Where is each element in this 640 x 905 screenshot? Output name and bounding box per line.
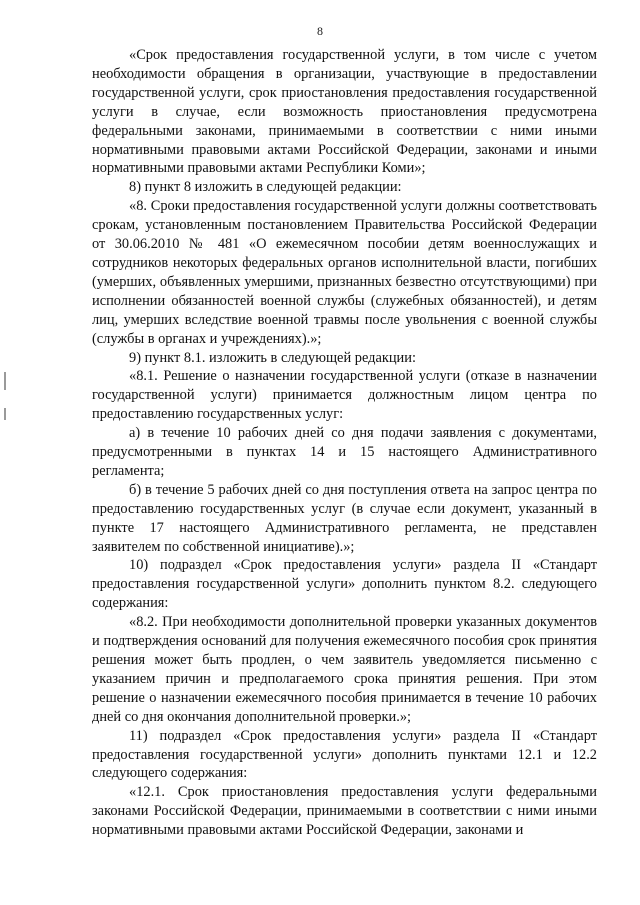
paragraph-item-10: 10) подраздел «Срок предоставления услуги» раздела II «Стандарт предоставления государственной услуги» дополнить пунктом 8.2. следующего содержания: xyxy=(92,557,597,612)
paragraph-subclause-a: а) в течение 10 рабочих дней со дня подачи заявления с документами, предусмотренными в пунктах 14 и 15 настоящего Административного регламента; xyxy=(92,425,597,479)
paragraph-clause-8-2: «8.2. При необходимости дополнительной проверки указанных документов и подтверждения оснований для получения ежемесячного пособия срок принятия решения может быть продлен, о чем заявитель уведомляется письменно с указанием причин и предполагаемого срока принятия решения. При этом решение о назначении ежемесячного пособия принимается в течение 10 рабочих дней со дня окончания дополнительной проверки.»; xyxy=(92,614,597,725)
paragraph-clause-12-1: «12.1. Срок приостановления предоставления услуги федеральными законами Российской Федерации, принимаемыми в соответствии с ними иными нормативными правовыми актами Российской Федерации, законами и xyxy=(92,784,597,839)
scan-edge-mark xyxy=(4,408,6,420)
paragraph-subclause-b: б) в течение 5 рабочих дней со дня поступления ответа на запрос центра по предоставлению государственных услуг (в случае если документ, указанный в пункте 17 настоящего Административного регламента, не представлен заявителем по собственной инициативе).»; xyxy=(92,481,597,555)
page-number: 8 xyxy=(317,24,323,38)
document-body xyxy=(92,46,597,840)
paragraph-clause-8: «8. Сроки предоставления государственной услуги должны соответствовать срокам, установленным постановлением Правительства Российской Федерации от 30.06.2010 № 481 «О ежемесячном пособии детям военнослужащих и сотрудников некоторых федеральных органов исполнительной власти, погибших (умерших, объявленных умершими, признанных безвестно отсутствующими) при исполнении обязанностей военной службы (служебных обязанностей), и детям лиц, умерших вследствие военной травмы после увольнения с военной службы (службы в органах и учреждениях).»; xyxy=(92,198,597,347)
paragraph-item-9: 9) пункт 8.1. изложить в следующей редакции: xyxy=(129,349,416,366)
paragraph-item-11: 11) подраздел «Срок предоставления услуги» раздела II «Стандарт предоставления государственной услуги» дополнить пунктами 12.1 и 12.2 следующего содержания: xyxy=(92,727,597,782)
paragraph-item-8: 8) пункт 8 изложить в следующей редакции: xyxy=(129,179,402,196)
scan-edge-mark xyxy=(4,372,6,390)
paragraph-quote-term-definition: «Срок предоставления государственной услуги, в том числе с учетом необходимости обращения в организации, участвующие в предоставлении государственной услуги, срок приостановления предоставления государственной услуги в случае, если возможность приостановления предусмотрена федеральными законами, принимаемыми в соответствии с ними иными нормативными правовыми актами Российской Федерации, законами и иными нормативными правовыми актами Республики Коми»; xyxy=(92,47,597,177)
paragraph-clause-8-1: «8.1. Решение о назначении государственной услуги (отказе в назначении государственной услуги) принимается должностным лицом центра по предоставлению государственных услуг: xyxy=(92,368,597,423)
